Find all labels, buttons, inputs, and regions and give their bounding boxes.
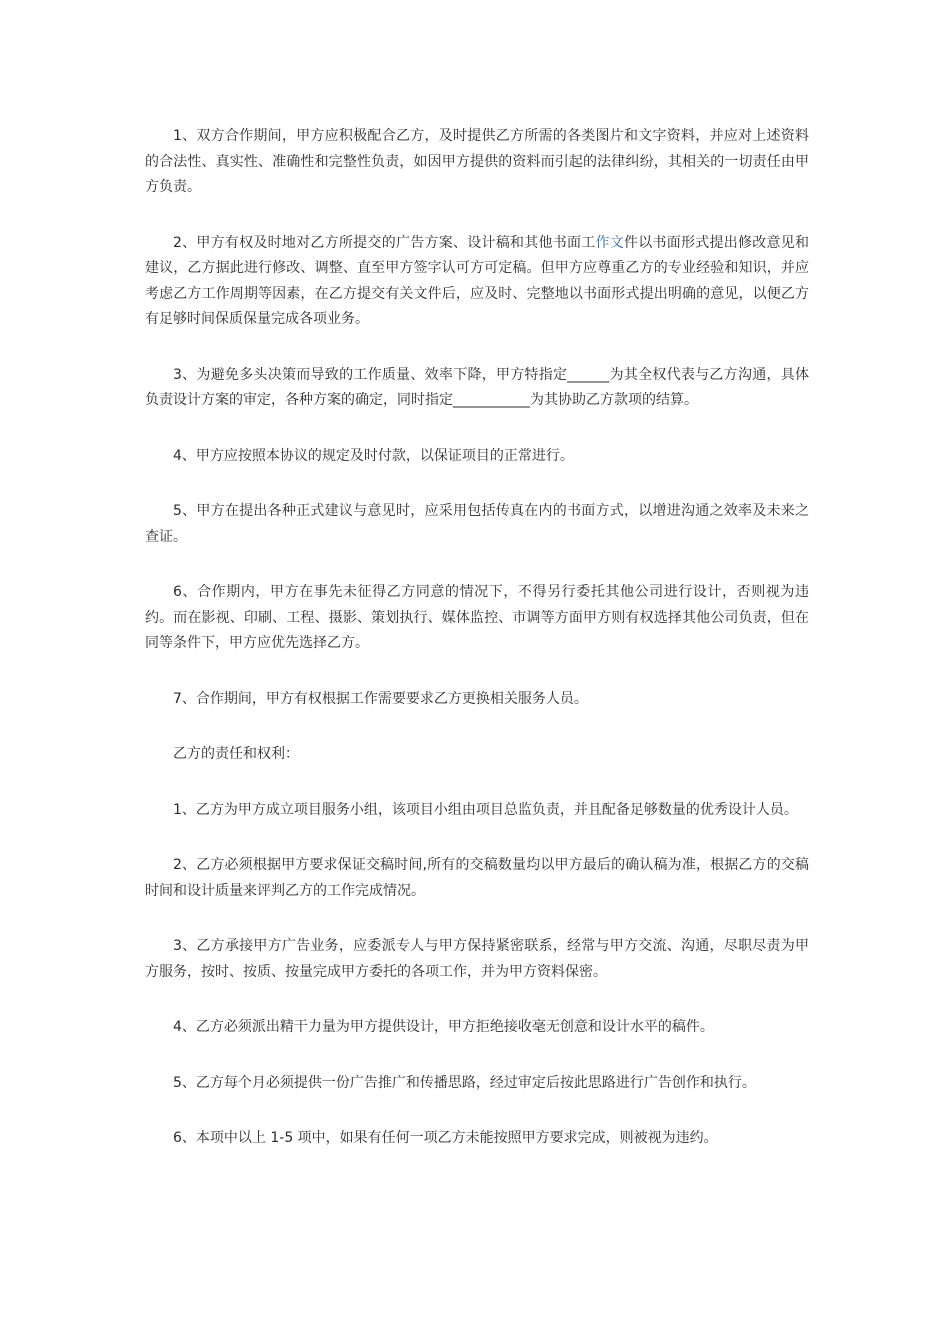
- paragraph-party-b-3: 3、乙方承接甲方广告业务，应委派专人与甲方保持紧密联系，经常与甲方交流、沟通，尽职尽责为甲方服务，按时、按质、按量完成甲方委托的各项工作，并为甲方资料保密。: [145, 938, 809, 980]
- document-body: [145, 124, 809, 1182]
- paragraph-text-after-link: 件以书面形式提出修改意见和建议，乙方据此进行修改、调整、直至甲方签字认可方可定稿。但甲方应尊重乙方的专业经验和知识，并应考虑乙方工作周期等因素，在乙方提交有关文件后，应及时、完整地以书面形式提出明确的意见，以便乙方有足够时间保质保量完成各项业务。: [145, 234, 810, 327]
- essay-link[interactable]: 作文: [595, 234, 624, 251]
- paragraph-party-b-2: 2、乙方必须根据甲方要求保证交稿时间,所有的交稿数量均以甲方最后的确认稿为准，根据乙方的交稿时间和设计质量来评判乙方的工作完成情况。: [145, 857, 809, 899]
- paragraph-party-b-4: 4、乙方必须派出精干力量为甲方提供设计，甲方拒绝接收毫无创意和设计水平的稿件。: [173, 1019, 714, 1035]
- paragraph-party-a-2: [145, 231, 809, 333]
- paragraph-party-a-7: 7、合作期间，甲方有权根据工作需要要求乙方更换相关服务人员。: [173, 690, 588, 707]
- paragraph-party-b-1: 1、乙方为甲方成立项目服务小组，该项目小组由项目总监负责，并且配备足够数量的优秀设计人员。: [173, 801, 798, 818]
- paragraph-party-a-3: 3、为避免多头决策而导致的工作质量、效率下降，甲方特指定______为其全权代表与乙方沟通，具体负责设计方案的审定，各种方案的确定，同时指定___________为其协助乙方款项的结算。: [145, 366, 809, 408]
- paragraph-party-a-4: 4、甲方应按照本协议的规定及时付款，以保证项目的正常进行。: [173, 447, 574, 464]
- paragraph-party-b-6: 6、本项中以上 1-5 项中，如果有任何一项乙方未能按照甲方要求完成，则被视为违约。: [173, 1130, 718, 1146]
- section-heading-party-b: 乙方的责任和权利：: [173, 746, 299, 762]
- paragraph-party-a-6: 6、合作期内，甲方在事先未征得乙方同意的情况下，不得另行委托其他公司进行设计，否则视为违约。而在影视、印刷、工程、摄影、策划执行、媒体监控、市调等方面甲方则有权选择其他公司负责，但在同等条件下，甲方应优先选择乙方。: [145, 584, 809, 651]
- paragraph-party-a-1: 1、双方合作期间，甲方应积极配合乙方，及时提供乙方所需的各类图片和文字资料，并应对上述资料的合法性、真实性、准确性和完整性负责，如因甲方提供的资料而引起的法律纠纷，其相关的一切责任由甲方负责。: [145, 128, 809, 195]
- paragraph-party-b-5: 5、乙方每个月必须提供一份广告推广和传播思路，经过审定后按此思路进行广告创作和执行。: [173, 1074, 756, 1091]
- paragraph-text-before-link: 2、甲方有权及时地对乙方所提交的广告方案、设计稿和其他书面工: [173, 234, 596, 251]
- paragraph-party-a-5: 5、甲方在提出各种正式建议与意见时，应采用包括传真在内的书面方式，以增进沟通之效率及未来之查证。: [145, 503, 809, 545]
